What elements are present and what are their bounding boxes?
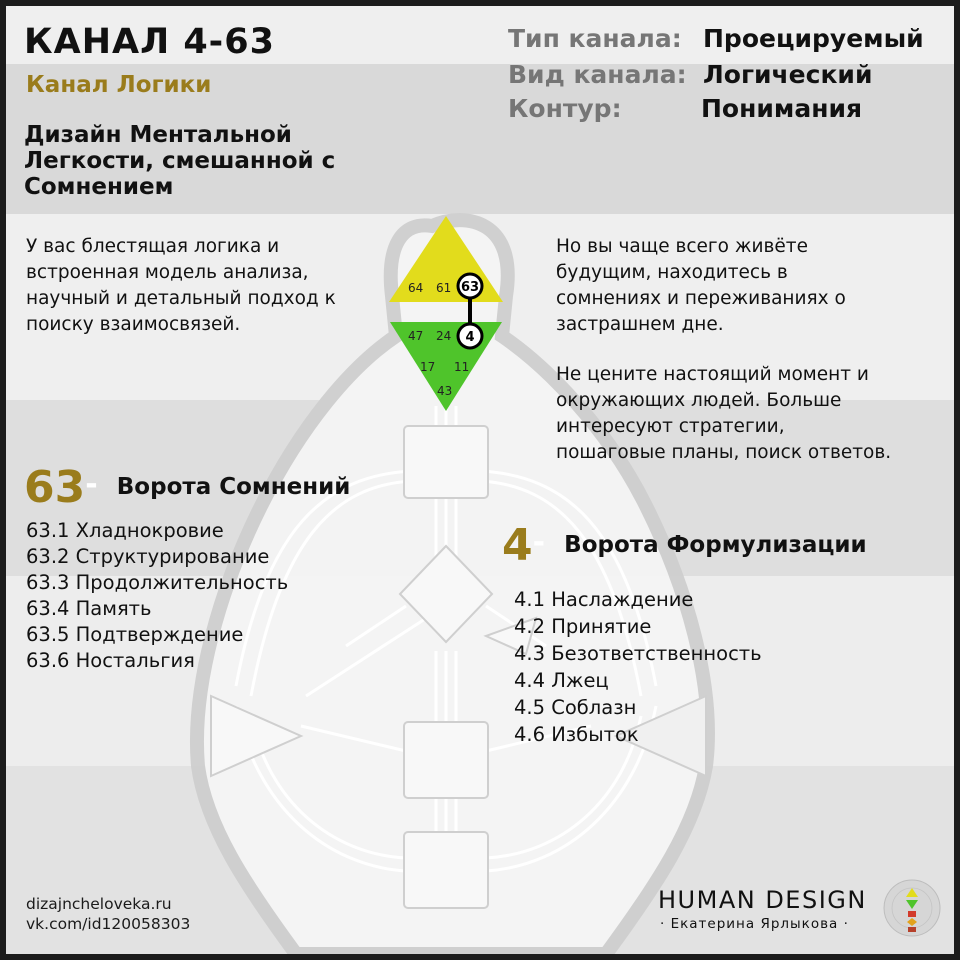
gate-47-label: 47 xyxy=(408,329,424,343)
gate-61-label: 61 xyxy=(436,281,452,295)
channel-type-value: Проецируемый xyxy=(703,24,924,53)
gate-63-lines xyxy=(26,518,288,674)
channel-type-label: Тип канала: xyxy=(508,24,682,53)
design-title: Дизайн Ментальной Легкости, смешанной с Сомнением xyxy=(24,122,336,200)
channel-kind-value: Логический xyxy=(703,60,873,89)
gate-4-line-2: 4.2 Принятие xyxy=(514,615,652,638)
gate-4-line-6: 4.6 Избыток xyxy=(514,723,639,746)
gate-63-line-3: 63.3 Продолжительность xyxy=(26,571,289,594)
gate-4-line-5: 4.5 Соблазн xyxy=(514,696,637,719)
root-center xyxy=(404,832,488,908)
gate-63-number: 63 xyxy=(24,462,86,513)
gate-4-line-3: 4.3 Безответственность xyxy=(514,642,762,665)
author-name: · Екатерина Ярлыкова · xyxy=(660,916,849,932)
gate-4-label: 4 xyxy=(465,330,475,345)
gate-11-label: 11 xyxy=(454,360,470,374)
gate-24-label: 24 xyxy=(436,329,452,343)
gate-63-line-1: 63.1 Хладнокровие xyxy=(26,519,224,542)
vk-link[interactable]: vk.com/id120058303 xyxy=(26,915,191,933)
throat-center xyxy=(404,426,488,498)
gate-64-label: 64 xyxy=(408,281,424,295)
infographic-card xyxy=(6,6,954,954)
gate-4-dash: - xyxy=(532,525,546,560)
gate-63-title: Ворота Сомнений xyxy=(116,474,351,500)
description-right-1: Но вы чаще всего живёте будущим, находитесь в сомнениях и переживаниях о застрашнем дне. xyxy=(556,236,846,335)
gate-43-label: 43 xyxy=(437,384,453,398)
circuit-label: Контур: xyxy=(508,94,622,123)
gate-63-dash: - xyxy=(85,467,98,502)
bodygraph-logo-icon xyxy=(882,878,942,938)
description-right-2: Не цените настоящий момент и окружающих людей. Больше интересуют стратегии, пошаговые планы, поиск ответов. xyxy=(556,364,892,463)
gate-4-number: 4 xyxy=(502,520,533,571)
gate-4-heading xyxy=(502,520,867,571)
website-link[interactable]: dizajncheloveka.ru xyxy=(26,895,172,913)
gate-4-lines xyxy=(514,586,762,748)
gate-17-label: 17 xyxy=(420,360,436,374)
gate-63-label: 63 xyxy=(460,280,480,295)
brand-name: HUMAN DESIGN xyxy=(658,886,867,914)
gate-63-line-6: 63.6 Ностальгия xyxy=(26,649,195,672)
channel-subtitle: Канал Логики xyxy=(26,72,212,98)
gate-63-line-2: 63.2 Структурирование xyxy=(26,545,270,568)
description-left: У вас блестящая логика и встроенная модель анализа, научный и детальный подход к поиску взаимосвязей. xyxy=(26,236,336,335)
gate-63-heading xyxy=(24,462,350,513)
channel-title: КАНАЛ 4-63 xyxy=(24,22,275,62)
gate-4-line-4: 4.4 Лжец xyxy=(514,669,609,692)
channel-kind-label: Вид канала: xyxy=(508,60,687,89)
gate-4-title: Ворота Формулизации xyxy=(564,532,867,558)
gate-63-line-4: 63.4 Память xyxy=(26,597,152,620)
gate-63-line-5: 63.5 Подтверждение xyxy=(26,623,244,646)
sacral-center xyxy=(404,722,488,798)
gate-4-line-1: 4.1 Наслаждение xyxy=(514,588,694,611)
circuit-value: Понимания xyxy=(701,94,863,123)
